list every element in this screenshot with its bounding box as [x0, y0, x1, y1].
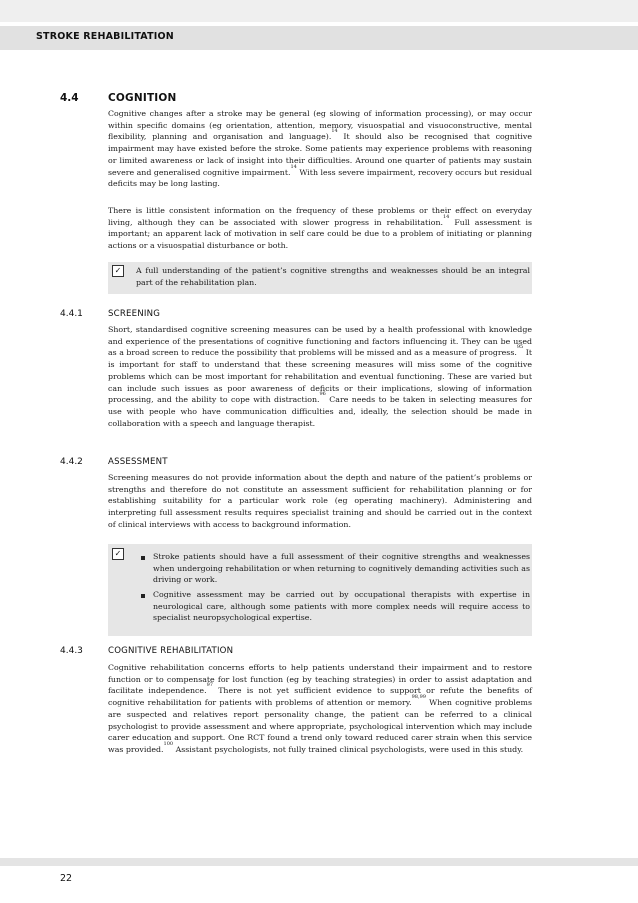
cognition-paragraph-2: There is little consistent information on the frequency of these problems or their effect on everyday living, although they can be associated with slower progress in rehabilitation.$^{14}$ Full assessment is important; an apparent lack of motivation in self care could be due to a problem of initiating or planning actions or a visuospatial disturbance or both. [108, 206, 533, 251]
section-title-screening: SCREENING [108, 309, 161, 319]
good-practice-box-assessment [108, 544, 532, 636]
section-number-4-4: 4.4 [60, 92, 79, 104]
section-title-cognitive-rehabilitation: COGNITIVE REHABILITATION [108, 646, 234, 656]
section-title-assessment: ASSESSMENT [108, 457, 168, 467]
running-header: STROKE REHABILITATION [36, 31, 174, 42]
checkbox-icon: ✓ [112, 548, 124, 560]
section-number-4-4-3: 4.4.3 [60, 646, 83, 656]
cognition-paragraph-1: Cognitive changes after a stroke may be general (eg slowing of information processing), or may occur within specific domains (eg orientation, attention, memory, visuospatial and visuoconstructive, mental flexibility, planning and organisation and language).$^{14}$ It should also be recognised that cognitive impairment may have existed before the stroke. Some patients may experience problems with reasoning or limited awareness or lack of insight into their difficulties. Around one quarter of patients may sustain severe and generalised cognitive impairment.$^{14}$ With less severe impairment, recovery occurs but residual deficits may be long lasting. [108, 109, 533, 189]
bullet-icon [141, 556, 145, 560]
good-practice-box-cognition [108, 262, 532, 294]
assessment-paragraph: Screening measures do not provide information about the depth and nature of the patient’s problems or strengths and therefore do not constitute an assessment sufficient for rehabilitation planning or for establishing suitability for a particular work role (eg operating machinery). Administering and interpreting full assessment results requires specialist training and should be carried out in the context of clinical interviews with access to background information. [108, 473, 532, 529]
footer-band [0, 858, 638, 866]
section-title-cognition: COGNITION [108, 92, 177, 104]
checkbox-icon: ✓ [112, 265, 124, 277]
page-number: 22 [60, 873, 73, 884]
top-rule [0, 0, 638, 22]
bullet-icon [141, 594, 145, 598]
section-number-4-4-1: 4.4.1 [60, 309, 83, 319]
assessment-bullet-2: Cognitive assessment may be carried out by occupational therapists with expertise in neurological care, although some patients with more complex needs will require access to specialist neuropsychological expertise. [153, 590, 530, 623]
screening-paragraph: Short, standardised cognitive screening measures can be used by a health professional with knowledge and experience of the presentations of cognitive functioning and factors influencing it. They can be used as a broad screen to reduce the possibility that problems will be missed and as a measure of progress.$^{95}$ It is important for staff to understand that these screening measures will miss some of the cognitive problems which can be most important for rehabilitation and eventual functioning. These are varied but can include such issues as poor awareness of deficits or their implications, slowing of information processing, and the ability to cope with distraction.$^{96}$ Care needs to be taken in selecting measures for use with people who have communication difficulties and, ideally, the selection should be made in collaboration with a speech and language therapist. [108, 325, 532, 428]
assessment-bullet-1: Stroke patients should have a full assessment of their cognitive strengths and weaknesses when undergoing rehabilitation or when returning to cognitively demanding activities such as driving or work. [153, 552, 530, 585]
section-number-4-4-2: 4.4.2 [60, 457, 83, 467]
good-practice-text: A full understanding of the patient’s cognitive strengths and weaknesses should be an integral part of the rehabilitation plan. [136, 266, 530, 287]
cognitive-rehabilitation-paragraph: Cognitive rehabilitation concerns efforts to help patients understand their impairment and to restore function or to compensate for lost function (eg by teaching strategies) in order to assist adaptation and facilitate independence.$^{97}$ There is not yet sufficient evidence to support or refute the benefits of cognitive rehabilitation for patients with problems of attention or memory.$^{98,99}$ When cognitive problems are suspected and relatives report personality change, the patient can be referred to a clinical psychologist to provide assessment and where appropriate, psychological intervention which may include carer education and support. One RCT found a trend only toward reduced carer strain when this service was provided.$^{100}$ Assistant psychologists, not fully trained clinical psychologists, were used in this study. [108, 663, 532, 754]
